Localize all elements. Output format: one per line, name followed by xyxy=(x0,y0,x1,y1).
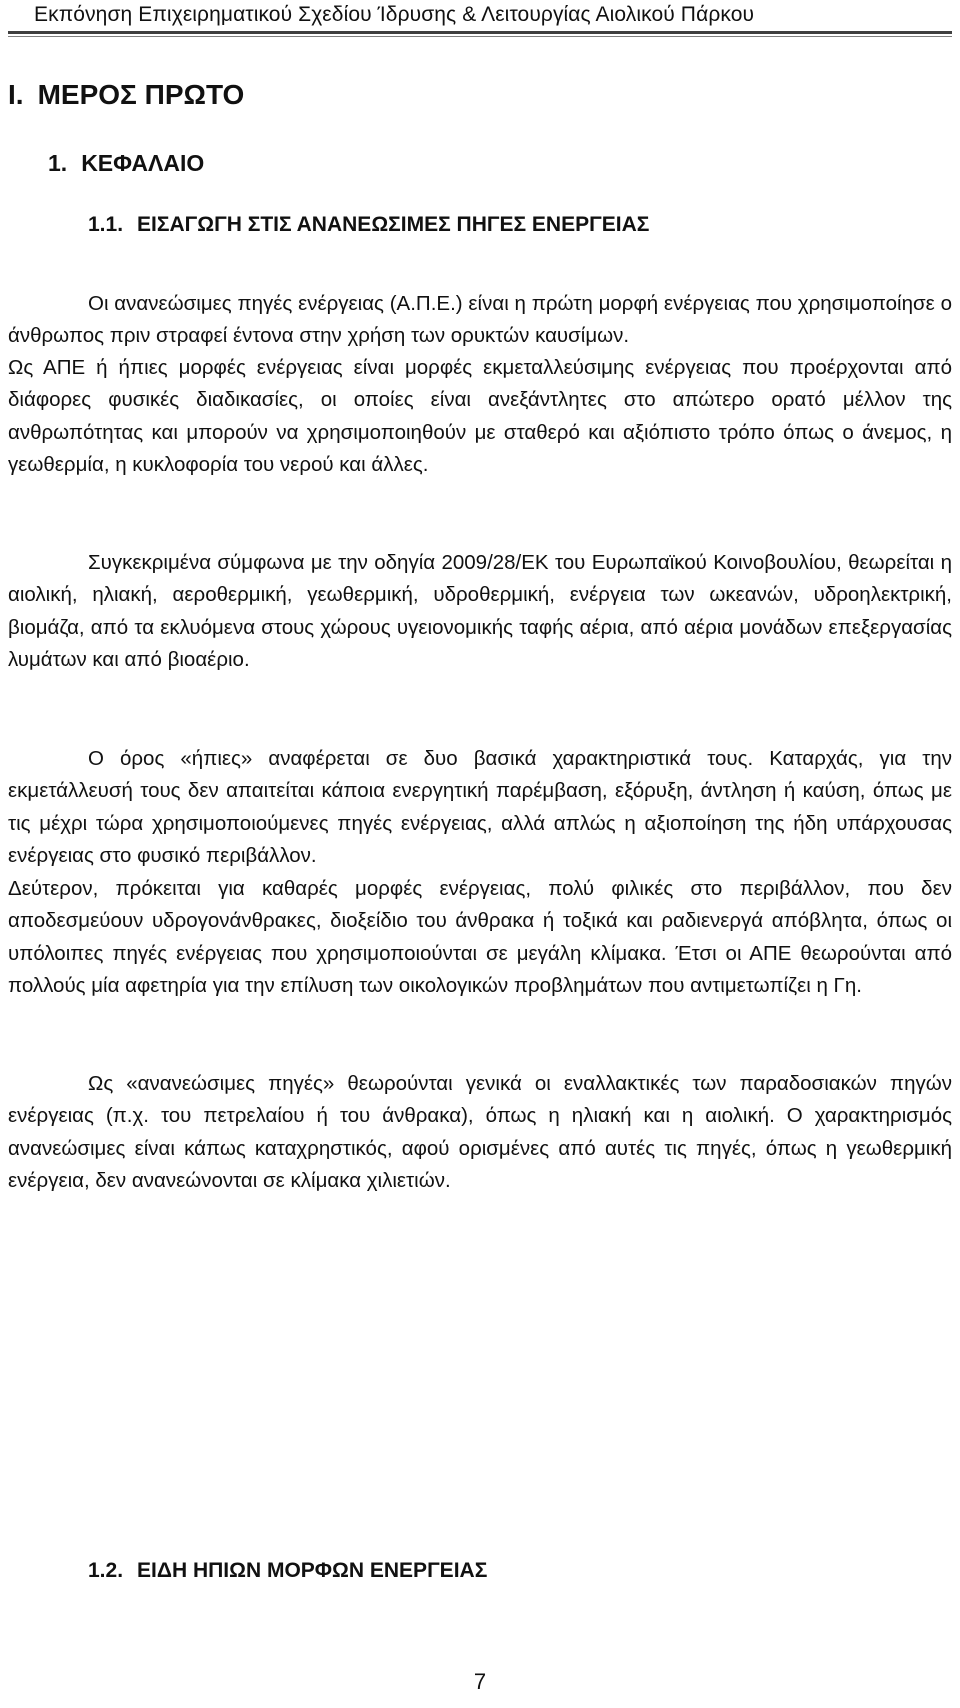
section-title: ΕΙΔΗ ΗΠΙΩΝ ΜΟΡΦΩΝ ΕΝΕΡΓΕΙΑΣ xyxy=(137,1559,488,1582)
section-heading-1-1 xyxy=(88,212,649,238)
paragraph-3: Συγκεκριμένα σύμφωνα με την οδηγία 2009/28/ΕΚ του Ευρωπαϊκού Κοινοβουλίου, θεωρείται η αιολική, ηλιακή, αεροθερμική, γεωθερμική, υδροθερμική, ενέργεια των ωκεανών, υδροηλεκτρική, βιομάζα, από τα εκλυόμενα στους χώρους υγειονομικής ταφής αέρια, από αέρια μονάδων επεξεργασίας λυμάτων και από βιοαέριο. xyxy=(8,551,952,671)
section-title: ΕΙΣΑΓΩΓΗ ΣΤΙΣ ΑΝΑΝΕΩΣΙΜΕΣ ΠΗΓΕΣ ΕΝΕΡΓΕΙΑΣ xyxy=(137,213,650,236)
paragraph-2: Ως ΑΠΕ ή ήπιες μορφές ενέργειας είναι μορφές εκμεταλλεύσιμης ενέργειας που προέρχονται από διάφορες φυσικές διαδικασίες, οι οποίες είναι ανεξάντλητες στο απώτερο ορατό μέλλον της ανθρωπότητας και μπορούν να χρησιμοποιηθούν με σταθερό και αξιόπιστο τρόπο όπως ο άνεμος, η γεωθερμία, η κυκλοφορία του νερού και άλλες. xyxy=(8,356,952,476)
chapter-heading xyxy=(48,149,204,177)
section-number: 1.1. xyxy=(88,213,124,236)
paragraph-5: Δεύτερον, πρόκειται για καθαρές μορφές ενέργειας, πολύ φιλικές στο περιβάλλον, που δεν αποδεσμεύουν υδρογονάνθρακες, διοξείδιο του άνθρακα ή τοξικά και ραδιενεργά απόβλητα, όπως οι υπόλοιπες πηγές ενέργειας που χρησιμοποιούνται σε μεγάλη κλίμακα. Έτσι οι ΑΠΕ θεωρούνται από πολλούς μία αφετηρία για την επίλυση των οικολογικών προβλημάτων που αντιμετωπίζει η Γη. xyxy=(8,877,952,997)
part-number: Ι. xyxy=(8,79,24,110)
part-heading xyxy=(8,78,244,112)
header-rule-thin xyxy=(8,36,952,37)
page-number: 7 xyxy=(473,1669,487,1694)
header-title: Εκπόνηση Επιχειρηματικού Σχεδίου Ίδρυσης & Λειτουργίας Αιολικού Πάρκου xyxy=(34,3,755,26)
section-number: 1.2. xyxy=(88,1559,124,1582)
section-heading-1-2 xyxy=(88,1558,487,1584)
paragraph-4: Ο όρος «ήπιες» αναφέρεται σε δυο βασικά χαρακτηριστικά τους. Καταρχάς, για την εκμετάλλευσή τους δεν απαιτείται κάποια ενεργητική παρέμβαση, εξόρυξη, άντληση ή καύση, όπως με τις μέχρι τώρα χρησιμοποιούμενες πηγές ενέργειας, αλλά απλώς η αξιοποίηση της ήδη υπάρχουσας ενέργειας στο φυσικό περιβάλλον. xyxy=(8,747,952,867)
chapter-title: ΚΕΦΑΛΑΙΟ xyxy=(81,150,205,176)
header-rule-thick xyxy=(8,31,952,34)
part-title: ΜΕΡΟΣ ΠΡΩΤΟ xyxy=(37,79,245,110)
paragraph-6: Ως «ανανεώσιμες πηγές» θεωρούνται γενικά οι εναλλακτικές των παραδοσιακών πηγών ενέργειας (π.χ. του πετρελαίου ή του άνθρακα), όπως η ηλιακή και η αιολική. Ο χαρακτηρισμός ανανεώσιμες είναι κάπως καταχρηστικός, αφού ορισμένες από αυτές τις πηγές, όπως η γεωθερμική ενέργεια, δεν ανανεώνονται σε κλίμακα χιλιετιών. xyxy=(8,1072,952,1192)
page-header xyxy=(8,0,952,38)
chapter-number: 1. xyxy=(48,150,68,176)
paragraph-1: Οι ανανεώσιμες πηγές ενέργειας (Α.Π.Ε.) είναι η πρώτη μορφή ενέργειας που χρησιμοποίησε ο άνθρωπος πριν στραφεί έντονα στην χρήση των ορυκτών καυσίμων. xyxy=(8,292,952,348)
